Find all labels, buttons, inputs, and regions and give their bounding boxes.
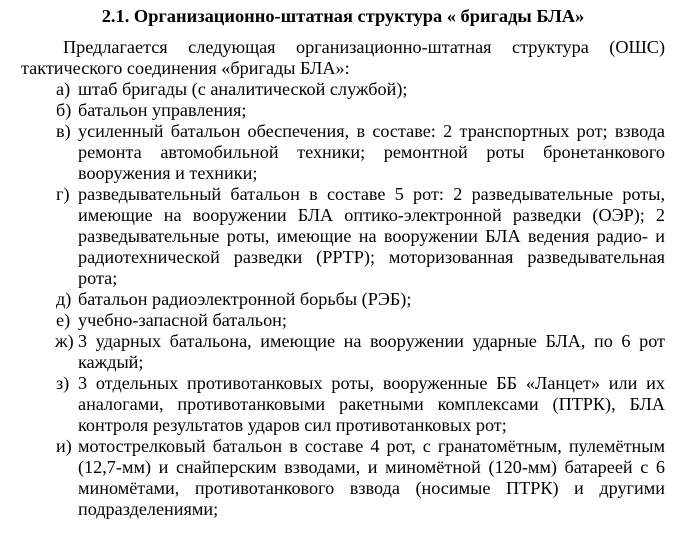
list-marker: з) [56,373,70,393]
structure-list [21,79,665,520]
list-item [21,331,665,373]
list-item-text: батальон радиоэлектронной борьбы (РЭБ); [78,289,412,309]
list-marker: е) [56,310,71,330]
list-item-text: батальон управления; [78,100,247,120]
list-item [21,373,665,436]
list-marker: г) [56,184,70,204]
list-marker: а) [56,79,71,99]
list-item [21,100,665,121]
list-item-text: разведывательный батальон в составе 5 рот: 2 разведывательные роты, имеющие на вооружении БЛА оптико-электронной разведки (ОЭР); 2 разведывательные роты, имеющие на вооружении БЛА ведения радио- и радиотехнической разведки (РРТР); моторизованная разведывательная рота; [78,184,665,288]
list-item-text: 3 отдельных противотанковых роты, вооруженные ББ «Ланцет» или их аналогами, противотанковыми ракетными комплексами (ПТРК), БЛА контроля результатов ударов сил противотанковых рот; [78,373,665,435]
list-marker: и) [56,436,72,456]
list-item [21,121,665,184]
list-item [21,184,665,289]
list-item-text: штаб бригады (с аналитической службой); [78,79,408,99]
list-item [21,289,665,310]
intro-paragraph: Предлагается следующая организационно-штатная структура (ОШС) тактического соединения «бригады БЛА»: [21,37,665,78]
section-heading: 2.1. Организационно-штатная структура « бригады БЛА» [101,6,585,26]
list-item-text: усиленный батальон обеспечения, в составе: 2 транспортных рот; взвода ремонта автомобильной техники; ремонтной роты бронетанкового вооружения и техники; [78,121,665,183]
list-marker: в) [56,121,71,141]
list-item-text: 3 ударных батальона, имеющие на вооружении ударные БЛА, по 6 рот каждый; [78,331,665,372]
list-marker: д) [56,289,72,309]
list-marker: б) [56,100,72,120]
list-item [21,310,665,331]
list-item [21,436,665,520]
list-item-text: учебно-запасной батальон; [78,310,287,330]
list-item [21,79,665,100]
list-item-text: мотострелковый батальон в составе 4 рот, с гранатомётным, пулемётным (12,7-мм) и снайперским взводами, и миномётной (120-мм) батареей с 6 миномётами, противотанкового взвода (носимые ПТРК) и другими подразделениями; [78,436,665,519]
list-marker: ж) [55,331,74,351]
